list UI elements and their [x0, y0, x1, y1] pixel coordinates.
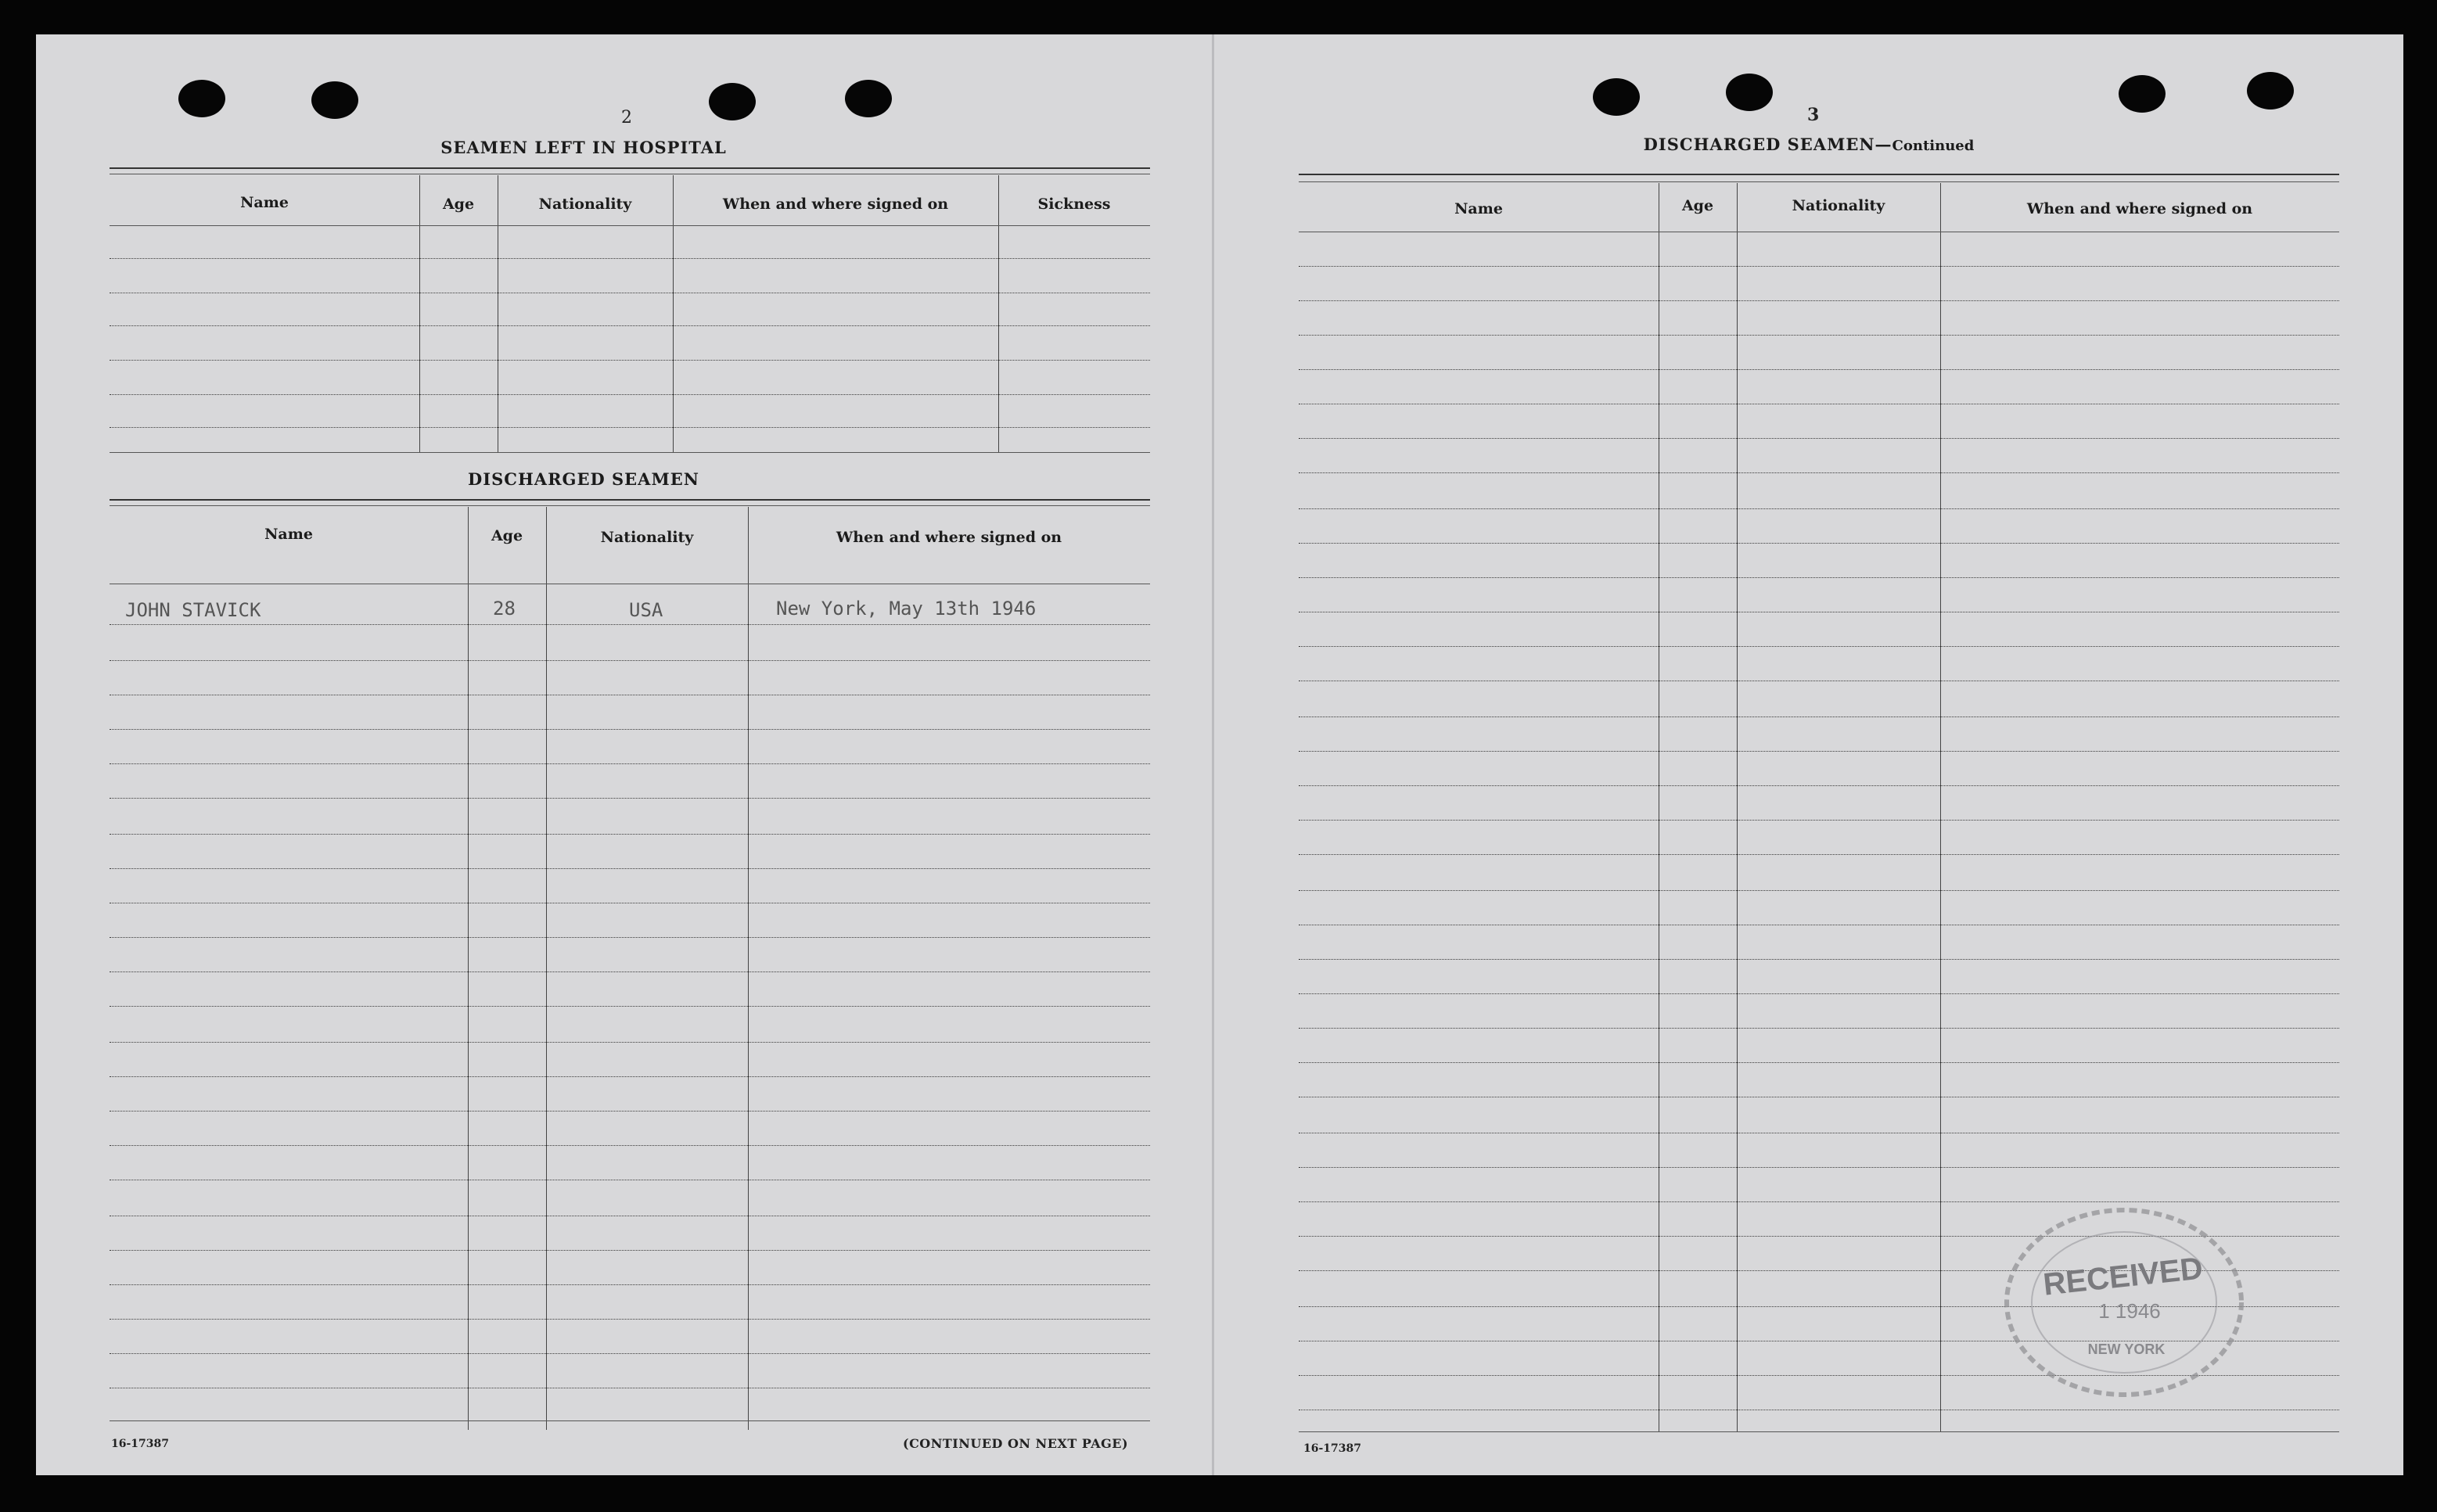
column-header-nationality: Nationality	[600, 529, 694, 546]
seaman-signed-on: New York, May 13th 1946	[776, 598, 1037, 620]
title-main: DISCHARGED SEAMEN—	[1643, 135, 1892, 154]
column-header-nationality: Nationality	[1792, 197, 1885, 214]
column-header-age: Age	[1681, 197, 1714, 214]
seaman-age: 28	[493, 598, 516, 620]
discharged-table	[110, 499, 1150, 1469]
punch-hole	[845, 80, 892, 117]
received-stamp	[1995, 1201, 2253, 1404]
hospital-section-title: SEAMEN LEFT IN HOSPITAL	[440, 138, 727, 157]
form-number: 16-17387	[1303, 1442, 1361, 1455]
stamp-date: 1 1946	[2098, 1299, 2161, 1323]
column-header-signed-on: When and where signed on	[722, 196, 949, 213]
column-header-age: Age	[491, 527, 523, 544]
left-page	[36, 34, 1212, 1475]
punch-hole	[2247, 72, 2294, 110]
form-number: 16-17387	[111, 1438, 169, 1450]
punch-hole	[2119, 75, 2166, 113]
punch-hole	[1593, 78, 1640, 116]
title-suffix: Continued	[1892, 138, 1975, 154]
column-header-signed-on: When and where signed on	[836, 529, 1062, 546]
seaman-name: JOHN STAVICK	[125, 599, 261, 621]
column-header-name: Name	[264, 526, 313, 543]
stamp-location: NEW YORK	[2087, 1341, 2166, 1357]
page-number: 2	[621, 108, 632, 127]
column-header-signed-on: When and where signed on	[2026, 200, 2253, 217]
continued-note: (CONTINUED ON NEXT PAGE)	[903, 1436, 1129, 1451]
hospital-table	[110, 167, 1150, 496]
punch-hole	[178, 80, 225, 117]
discharged-section-title: DISCHARGED SEAMEN	[468, 469, 699, 489]
column-header-name: Name	[240, 194, 289, 211]
column-header-nationality: Nationality	[538, 196, 632, 213]
stamp-word: RECEIVED	[2041, 1251, 2205, 1302]
punch-hole	[709, 83, 756, 120]
discharged-continued-title	[1590, 135, 2028, 154]
column-header-sickness: Sickness	[1037, 196, 1111, 213]
punch-hole	[1726, 74, 1773, 111]
column-header-name: Name	[1454, 200, 1503, 217]
seaman-nationality: USA	[629, 599, 663, 621]
punch-hole	[311, 81, 358, 119]
column-header-age: Age	[442, 196, 475, 213]
page-number: 3	[1807, 105, 1820, 125]
